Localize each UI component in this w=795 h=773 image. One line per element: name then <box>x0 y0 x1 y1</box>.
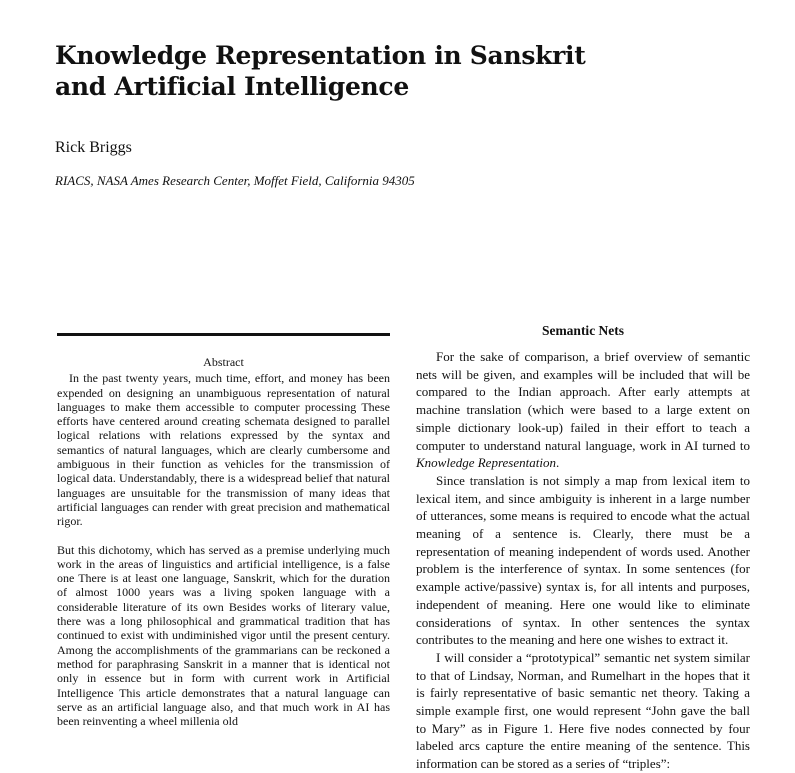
body-paragraph-1 <box>416 348 750 472</box>
paper-title: Knowledge Representation in Sanskrit and Artificial Intelligence <box>55 41 586 101</box>
abstract-heading: Abstract <box>203 355 244 369</box>
body-paragraph-2: Since translation is not simply a map from lexical item to lexical item, and since ambiguity is inherent in a large number of utterances, some means is required to encode what the actual meaning of a sentence is. Clearly, there must be a representation of meaning independent of words used. Another problem is the interference of syntax. In some sentences (for example active/passive) syntax is, for all intents and purposes, independent of meaning. Here one would like to eliminate considerations of syntax. In other sentences the syntax contributes to the meaning and here one wishes to extract it. <box>416 472 750 648</box>
section-heading: Semantic Nets <box>541 323 625 338</box>
author-affiliation: RIACS, NASA Ames Research Center, Moffet Field, California 94305 <box>55 173 415 188</box>
abstract-rule <box>57 333 390 336</box>
section-body <box>416 348 750 773</box>
body-paragraph-1-text: For the sake of comparison, a brief overview of semantic nets will be given, and examples will be included that will be compared to the Indian approach. After early attempts at machine translation (which were based to a large extent on simple dictionary look-up) failed in their effort to teach a computer to understand natural language, work in AI turned to <box>416 349 750 453</box>
abstract-paragraph-2: But this dichotomy, which has served as a premise underlying much work in the areas of linguistics and artificial intelligence, is a false one There is at least one language, Sanskrit, which for the duration of almost 1000 years was a living spoken language with a considerable literature of its own Besides works of literary value, there was a long philosophical and grammatical tradition that has continued to exist with undiminished vigor until the present century. Among the accomplishments of the grammarians can be reckoned a method for paraphrasing Sanskrit in a manner that is identical not only in essence but in form with current work in Artificial Intelligence This article demonstrates that a natural language can serve as an artificial language also, and that much work in AI has been reinventing a wheel millenia old <box>57 542 390 729</box>
abstract-paragraph-1: In the past twenty years, much time, effort, and money has been expended on designing an unambiguous representation of natural languages to make them accessible to computer processing These efforts have centered around creating schemata designed to parallel logical relations with relations expressed by the syntax and semantics of natural languages, which are clearly cumbersome and ambiguous in their function as vehicles for the transmission of logical data. Understandably, there is a widespread belief that natural languages are unsuitable for the transmission of many ideas that artificial languages can render with great precision and mathematical rigor. <box>57 371 390 529</box>
abstract-column <box>57 355 390 728</box>
body-paragraph-1-end: . <box>555 455 560 471</box>
knowledge-representation-term: Knowledge Representation <box>416 455 556 471</box>
body-paragraph-3: I will consider a “prototypical” semantic net system similar to that of Lindsay, Norman, and Rumelhart in the hopes that it is fairly representative of basic semantic net theory. Taking a simple example first, one would represent “John gave the ball to Mary” as in Figure 1. Here five nodes connected by four labeled arcs capture the entire meaning of the sentence. This information can be stored as a series of “triples”: <box>416 649 750 772</box>
author-name: Rick Briggs <box>55 139 132 156</box>
